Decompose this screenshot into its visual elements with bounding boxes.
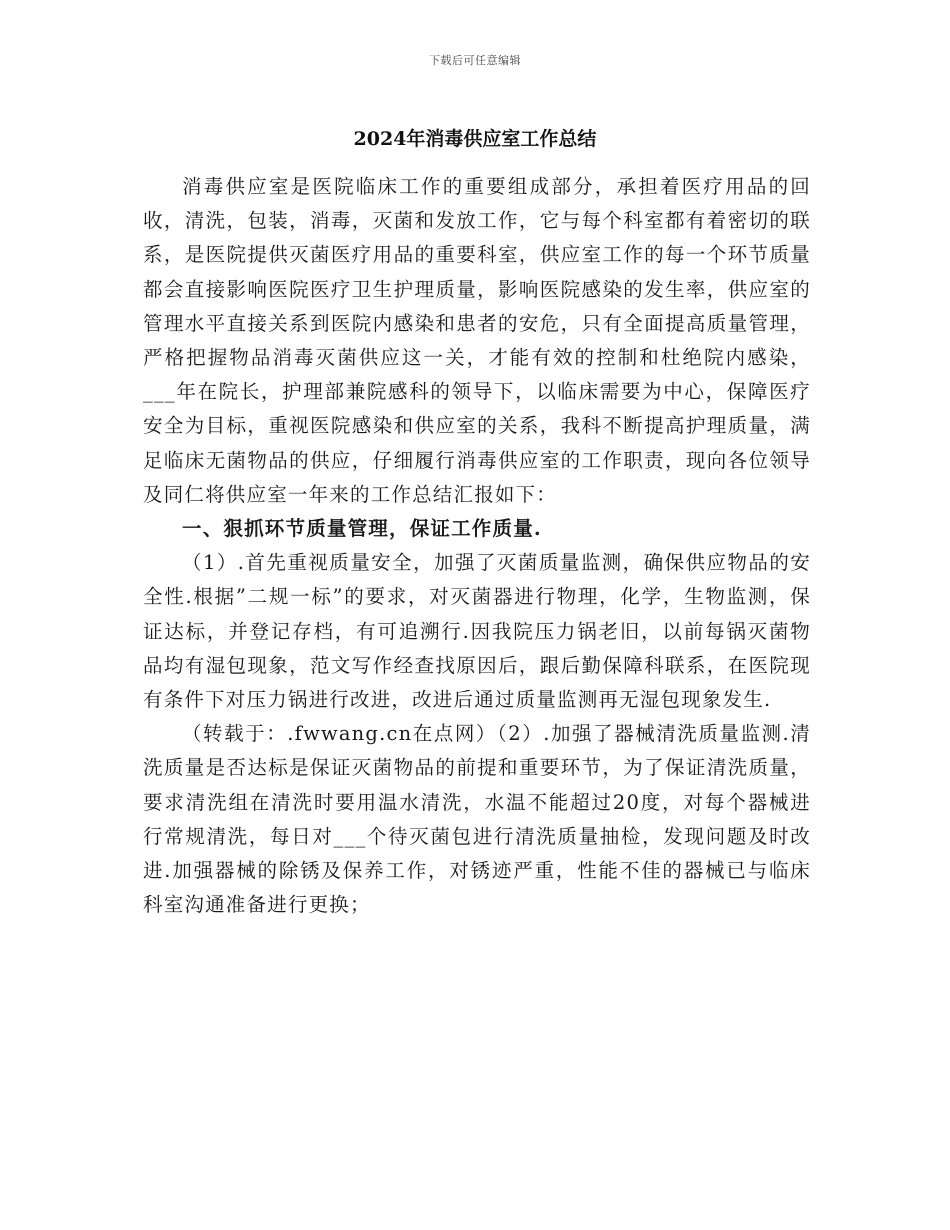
intro-paragraph: 消毒供应室是医院临床工作的重要组成部分，承担着医疗用品的回收，清洗，包装，消毒，灭菌和发放工作，它与每个科室都有着密切的联系，是医院提供灭菌医疗用品的重要科室，供应室工作的每一个环节质量都会直接影响医院医疗卫生护理质量，影响医院感染的发生率，供应室的管理水平直接关系到医院内感染和患者的安危，只有全面提高质量管理，严格把握物品消毒灭菌供应这一关，才能有效的控制和杜绝院内感染，___年在院长，护理部兼院感科的领导下，以临床需要为中心，保障医疗安全为目标，重视医院感染和供应室的关系，我科不断提高护理质量，满足临床无菌物品的供应，仔细履行消毒供应室的工作职责，现向各位领导及同仁将供应室一年来的工作总结汇报如下： xyxy=(143,175,811,506)
document-body xyxy=(143,170,811,922)
section-paragraph: （转载于：.fwwang.cn在点网）（2）.加强了器械清洗质量监测.清洗质量是否达标是保证灭菌物品的前提和重要环节，为了保证清洗质量，要求清洗组在清洗时要用温水清洗，水温不能超过20度，对每个器械进行常规清洗，每日对___个待灭菌包进行清洗质量抽检，发现问题及时改进.加强器械的除锈及保养工作，对锈迹严重，性能不佳的器械已与临床科室沟通准备进行更换； xyxy=(143,722,811,917)
header-note: 下载后可任意编辑 xyxy=(429,54,521,67)
section-heading: 一、狠抓环节质量管理，保证工作质量. xyxy=(182,517,542,541)
document-title: 2024年消毒供应室工作总结 xyxy=(353,128,597,150)
section-paragraph: （1）.首先重视质量安全，加强了灭菌质量监测，确保供应物品的安全性.根据”二规一标”的要求，对灭菌器进行物理，化学，生物监测，保证达标，并登记存档，有可追溯行.因我院压力锅老旧，以前每锅灭菌物品均有湿包现象，范文写作经查找原因后，跟后勤保障科联系，在医院现有条件下对压力锅进行改进，改进后通过质量监测再无湿包现象发生. xyxy=(143,551,811,712)
